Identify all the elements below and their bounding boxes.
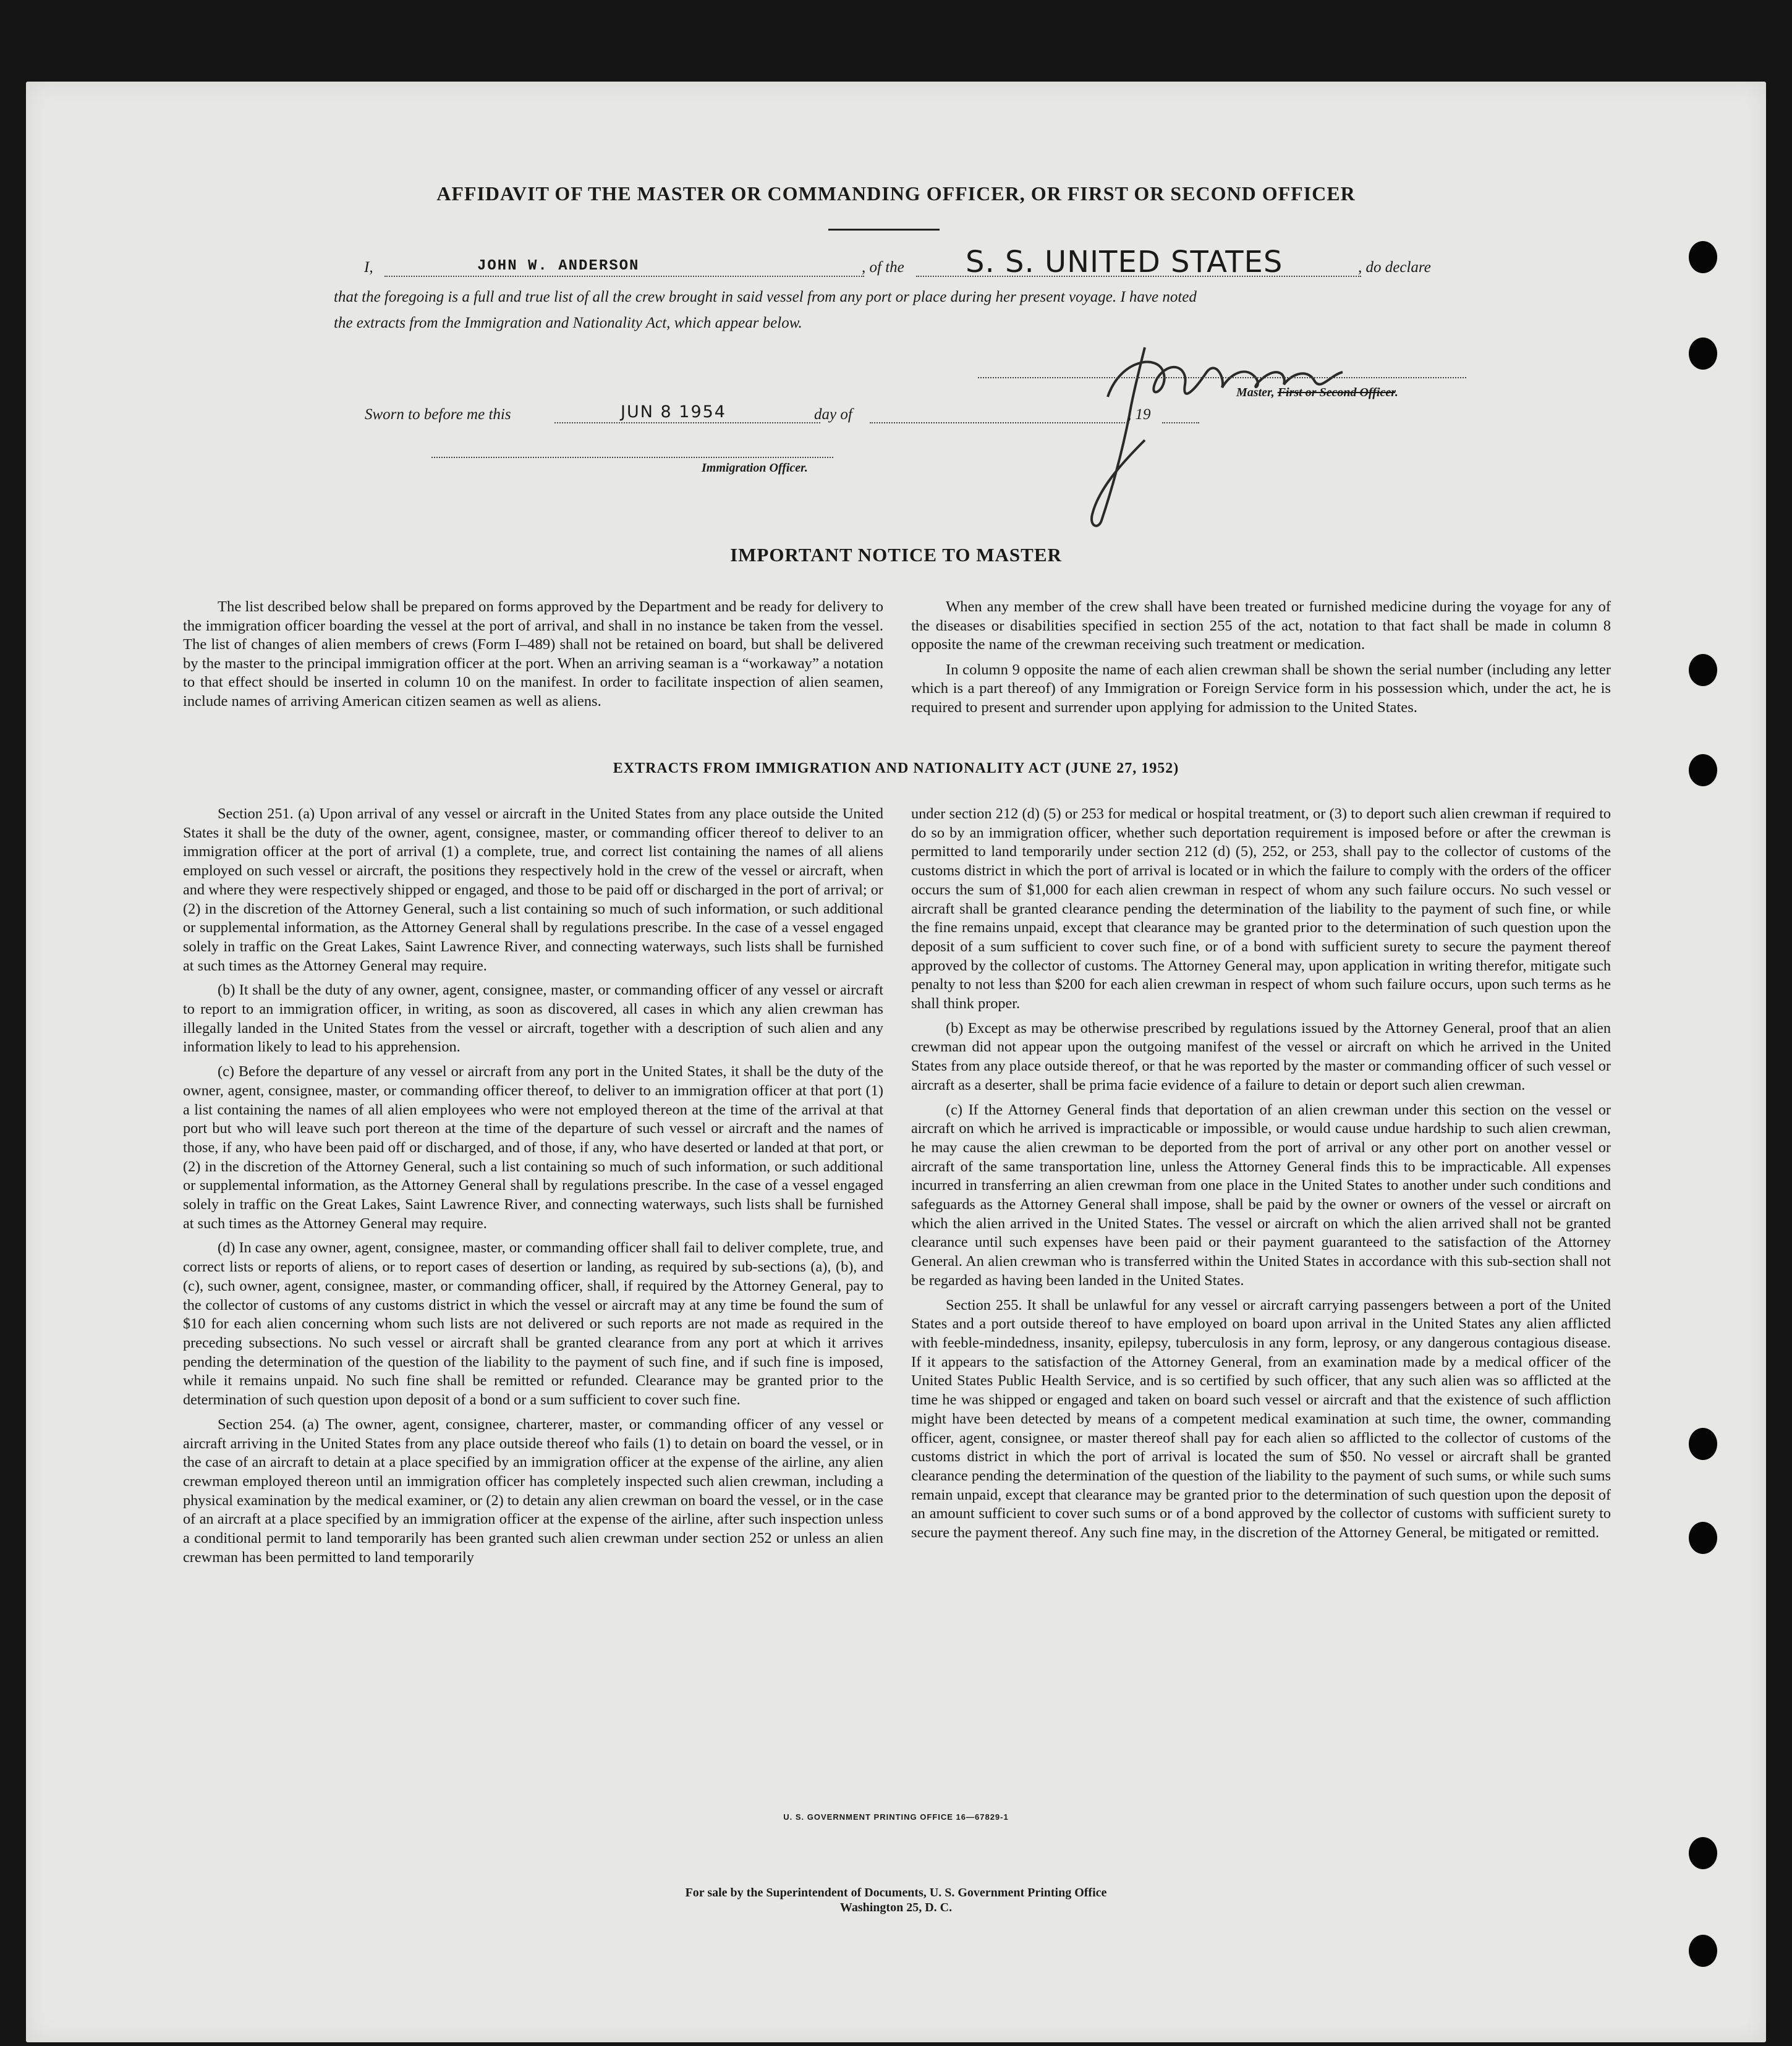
signature <box>1071 323 1392 539</box>
extract-paragraph: (c) If the Attorney General finds that deportation of an alien crewman under this section on the vessel or aircraft on which he arrived is impracticable or impossible, or would cause undue hardship to such alien crewman, he may cause the alien crewman to be deported from the port of arrival or any other port on another vessel or aircraft of the same transportation line, unless the Attorney General finds this to be impracticable. All expenses incurred in transferring an alien crewman from one place in the United States to another under such conditions and safeguards as the Attorney General shall impose, shall be paid by the owner or owners of the vessel or aircraft on which the alien arrived in the United States. The vessel or aircraft on which the alien arrived shall not be granted clearance until such expenses have been paid or their payment guaranteed to the satisfaction of the Attorney General. An alien crewman who is transferred within the United States in accordance with this sub-section shall not be regarded as having been landed in the United States. <box>911 1101 1611 1289</box>
sale-notice <box>26 1885 1766 1915</box>
sworn-label: Sworn to before me this <box>365 406 511 423</box>
punch-hole <box>1689 1522 1717 1554</box>
notice-paragraph: The list described below shall be prepared on forms approved by the Department and be ready for delivery to the immigration officer boarding the vessel at the port of arrival, and shall in no instance be taken from the vessel. The list of changes of alien members of crews (Form I–489) shall not be retained on board, but shall be delivered by the master to the principal immigration officer at the port. When an arriving seaman is a “workaway” a notation to that effect should be inserted in column 10 on the manifest. In order to facilitate inspection of alien seamen, include names of arriving American citizen seamen as well as aliens. <box>183 598 883 710</box>
handwritten-signature <box>1071 323 1392 539</box>
immigration-officer-label: Immigration Officer. <box>702 461 808 475</box>
immigration-officer-line <box>431 457 833 458</box>
vessel-name: S. S. UNITED STATES <box>966 245 1283 279</box>
punch-hole <box>1689 1935 1717 1967</box>
notice-left-column <box>183 598 883 717</box>
sworn-date: JUN 8 1954 <box>621 402 726 422</box>
day-of-line <box>870 422 1129 423</box>
of-the-label: , of the <box>862 259 904 276</box>
notice-paragraph: In column 9 opposite the name of each alien crewman shall be shown the serial number (including any letter which is a part thereof) of any Immigration or Foreign Service form in his possession which, under the act, he is required to present and surrender upon applying for admission to the United States. <box>911 661 1611 716</box>
notice-paragraph: When any member of the crew shall have been treated or furnished medicine during the voyage for any of the diseases or disabilities specified in section 255 of the act, notation to that fact shall be made in column 8 opposite the name of the crewman receiving such treatment or medication. <box>911 598 1611 653</box>
extract-paragraph: Section 251. (a) Upon arrival of any vessel or aircraft in the United States from any place outside the United States it shall be the duty of the owner, agent, consignee, master, or commanding officer thereof to deliver to an immigration officer at the port of arrival (1) a complete, true, and correct list containing the names of all aliens employed on such vessel or aircraft, the positions they respectively hold in the crew of the vessel or aircraft, when and where they were respectively shipped or engaged, and those to be paid off or discharged in the port of arrival; or (2) in the discretion of the Attorney General, such a list containing so much of such information, or such additional or supplemental information, as the Attorney General shall by regulations prescribe. In the case of a vessel engaged solely in traffic on the Great Lakes, Saint Lawrence River, and connecting waterways, such lists shall be furnished at such times as the Attorney General may require. <box>183 805 883 974</box>
punch-hole <box>1689 1837 1717 1869</box>
notice-right-column <box>911 598 1611 723</box>
master-label <box>1236 386 1398 400</box>
signature-line <box>978 377 1466 378</box>
sale-line-2: Washington 25, D. C. <box>839 1901 953 1914</box>
master-text: Master, <box>1236 386 1275 399</box>
extract-paragraph: (b) It shall be the duty of any owner, agent, consignee, master, or commanding officer of any vessel or aircraft to report to an immigration officer, in writing, as soon as discovered, all cases in which any alien crewman has illegally landed in the United States from the vessel or aircraft, together with a description of such alien and any information likely to lead to his apprehension. <box>183 982 883 1056</box>
extracts-right-column <box>911 805 1611 1548</box>
extracts-title: EXTRACTS FROM IMMIGRATION AND NATIONALITY ACT (JUNE 27, 1952) <box>613 760 1179 776</box>
punch-hole <box>1689 654 1717 686</box>
punch-hole <box>1689 1428 1717 1460</box>
master-period: . <box>1395 386 1398 399</box>
declaration-line-3: the extracts from the Immigration and Nationality Act, which appear below. <box>334 315 802 331</box>
i-label: I, <box>364 259 373 276</box>
declaration-line-2: that the foregoing is a full and true list of all the crew brought in said vessel from any port or place during her present voyage. I have noted <box>334 289 1197 305</box>
master-name: JOHN W. ANDERSON <box>477 258 640 274</box>
form-sheet <box>26 82 1766 2042</box>
year-line <box>1162 422 1199 423</box>
extract-paragraph: (d) In case any owner, agent, consignee, master, or commanding officer shall fail to deliver complete, true, and correct lists or reports of aliens, or to report cases of desertion or landing, as required by sub-sections (a), (b), and (c), such owner, agent, consignee, master, or commanding officer, shall, if required by the Attorney General, pay to the collector of customs of any customs district in which the vessel or aircraft may at any time be found the sum of $10 for each alien concerning whom such lists are not delivered or such reports are not made as required in the preceding subsections. No such vessel or aircraft shall be granted clearance from any port at which it arrives pending the determination of the question of the liability to the payment of such fine, and if such fine is imposed, while it remains unpaid. No such fine shall be remitted or refunded. Clearance may be granted prior to the determination of such question upon deposit of a bond or a sum sufficient to cover such fine. <box>183 1239 883 1409</box>
day-of-label: day of <box>814 406 852 423</box>
extracts-left-column <box>183 805 883 1573</box>
name-field-line <box>384 276 864 277</box>
gpo-imprint: U. S. GOVERNMENT PRINTING OFFICE 16—67829-1 <box>783 1812 1009 1822</box>
extract-paragraph: (c) Before the departure of any vessel or aircraft from any port in the United States, it shall be the duty of the owner, agent, consignee, master, or commanding officer thereof, to deliver to an immigration officer at that port (1) a list containing the names of all alien employees who were not employed thereon at the time of the arrival at that port but who will leave such port thereon at the time of the departure of such vessel or aircraft and the names of those, if any, who have been paid off or discharged, and of those, if any, who have deserted or landed at that port, or (2) in the discretion of the Attorney General, such a list containing so much of such information, or such additional or supplemental information, as the Attorney General shall by regulations prescribe. In the case of a vessel engaged solely in traffic on the Great Lakes, Saint Lawrence River, and connecting waterways, such lists shall be furnished at such times as the Attorney General may require. <box>183 1063 883 1232</box>
year-prefix: , 19 <box>1127 406 1151 423</box>
title-underline <box>828 229 940 231</box>
extract-paragraph: under section 212 (d) (5) or 253 for medical or hospital treatment, or (3) to deport such alien crewman if required to do so by an immigration officer, whether such deportation requirement is imposed before or after the crewman is permitted to land temporarily under section 212 (d) (5), 252, or 253, shall pay to the collector of customs of the customs district in which the port of arrival is located or in which the failure to comply with the orders of the officer occurs the sum of $1,000 for each alien crewman in respect of whom any such failure occurs. No such vessel or aircraft shall be granted clearance pending the determination of the liability to the payment of such fine, or while the fine remains unpaid, except that clearance may be granted prior to the determination of such question upon the deposit of a sum sufficient to cover such fine, or of a bond with sufficient surety to secure the payment thereof approved by the collector of customs. The Attorney General may, upon application in writing therefor, mitigate such penalty to not less than $200 for each alien crewman in respect of whom such failure occurs, upon such terms as he shall think proper. <box>911 805 1611 1012</box>
extract-paragraph: Section 254. (a) The owner, agent, consignee, charterer, master, or commanding officer of any vessel or aircraft arriving in the United States from any place outside thereof who fails (1) to detain on board the vessel, or in the case of an aircraft to detain at a place specified by an immigration officer at the expense of the airline, any alien crewman employed thereon until an immigration officer has completely inspected such alien crewman, including a physical examination by the medical examiner, or (2) to detain any alien crewman on board the vessel, or in the case of an aircraft at a place specified by an immigration officer at the expense of the airline, after such inspection unless a conditional permit to land temporarily has been granted such alien crewman under section 252 or unless an alien crewman has been permitted to land temporarily <box>183 1416 883 1566</box>
extract-paragraph: (b) Except as may be otherwise prescribed by regulations issued by the Attorney General, proof that an alien crewman did not appear upon the outgoing manifest of the vessel or aircraft on which he arrived in the United States from any place outside thereof, or that he was reported by the master or commanding officer of such vessel or aircraft as a deserter, shall be prima facie evidence of a failure to detain or deport such alien crewman. <box>911 1019 1611 1093</box>
form-title: AFFIDAVIT OF THE MASTER OR COMMANDING OFFICER, OR FIRST OR SECOND OFFICER <box>436 182 1356 205</box>
sale-line-1: For sale by the Superintendent of Documents, U. S. Government Printing Office <box>685 1886 1107 1900</box>
extract-paragraph: Section 255. It shall be unlawful for any vessel or aircraft carrying passengers between a port of the United States and a port outside thereof to have employed on board upon arrival in the United States any alien afflicted with feeble-mindedness, insanity, epilepsy, tuberculosis in any form, leprosy, or any dangerous contagious disease. If it appears to the satisfaction of the Attorney General, from an examination made by a medical officer of the United States Public Health Service, and is so certified by such officer, that any such alien was so afflicted at the time he was shipped or engaged and taken on board such vessel or aircraft and that the existence of such affliction might have been detected by means of a competent medical examination at such time, the owner, commanding officer, agent, consignee, or master thereof shall pay for each alien so afflicted to the collector of customs of the customs district in which the port of arrival is located the sum of $50. No vessel or aircraft shall be granted clearance pending the determination of the question of the liability to the payment of such sums, or while such sums remain unpaid, except that clearance may be granted prior to the determination of such question upon the deposit of an amount sufficient to cover such sums or of a bond approved by the collector of customs with sufficient surety to secure the payment thereof. Any such fine may, in the discretion of the Attorney General, be mitigated or remitted. <box>911 1296 1611 1542</box>
punch-hole <box>1689 241 1717 273</box>
notice-title: IMPORTANT NOTICE TO MASTER <box>730 544 1062 566</box>
punch-hole <box>1689 337 1717 370</box>
struck-officer-text: First or Second Officer <box>1277 386 1395 399</box>
sworn-date-line <box>554 422 820 423</box>
do-declare-label: , do declare <box>1358 259 1431 276</box>
